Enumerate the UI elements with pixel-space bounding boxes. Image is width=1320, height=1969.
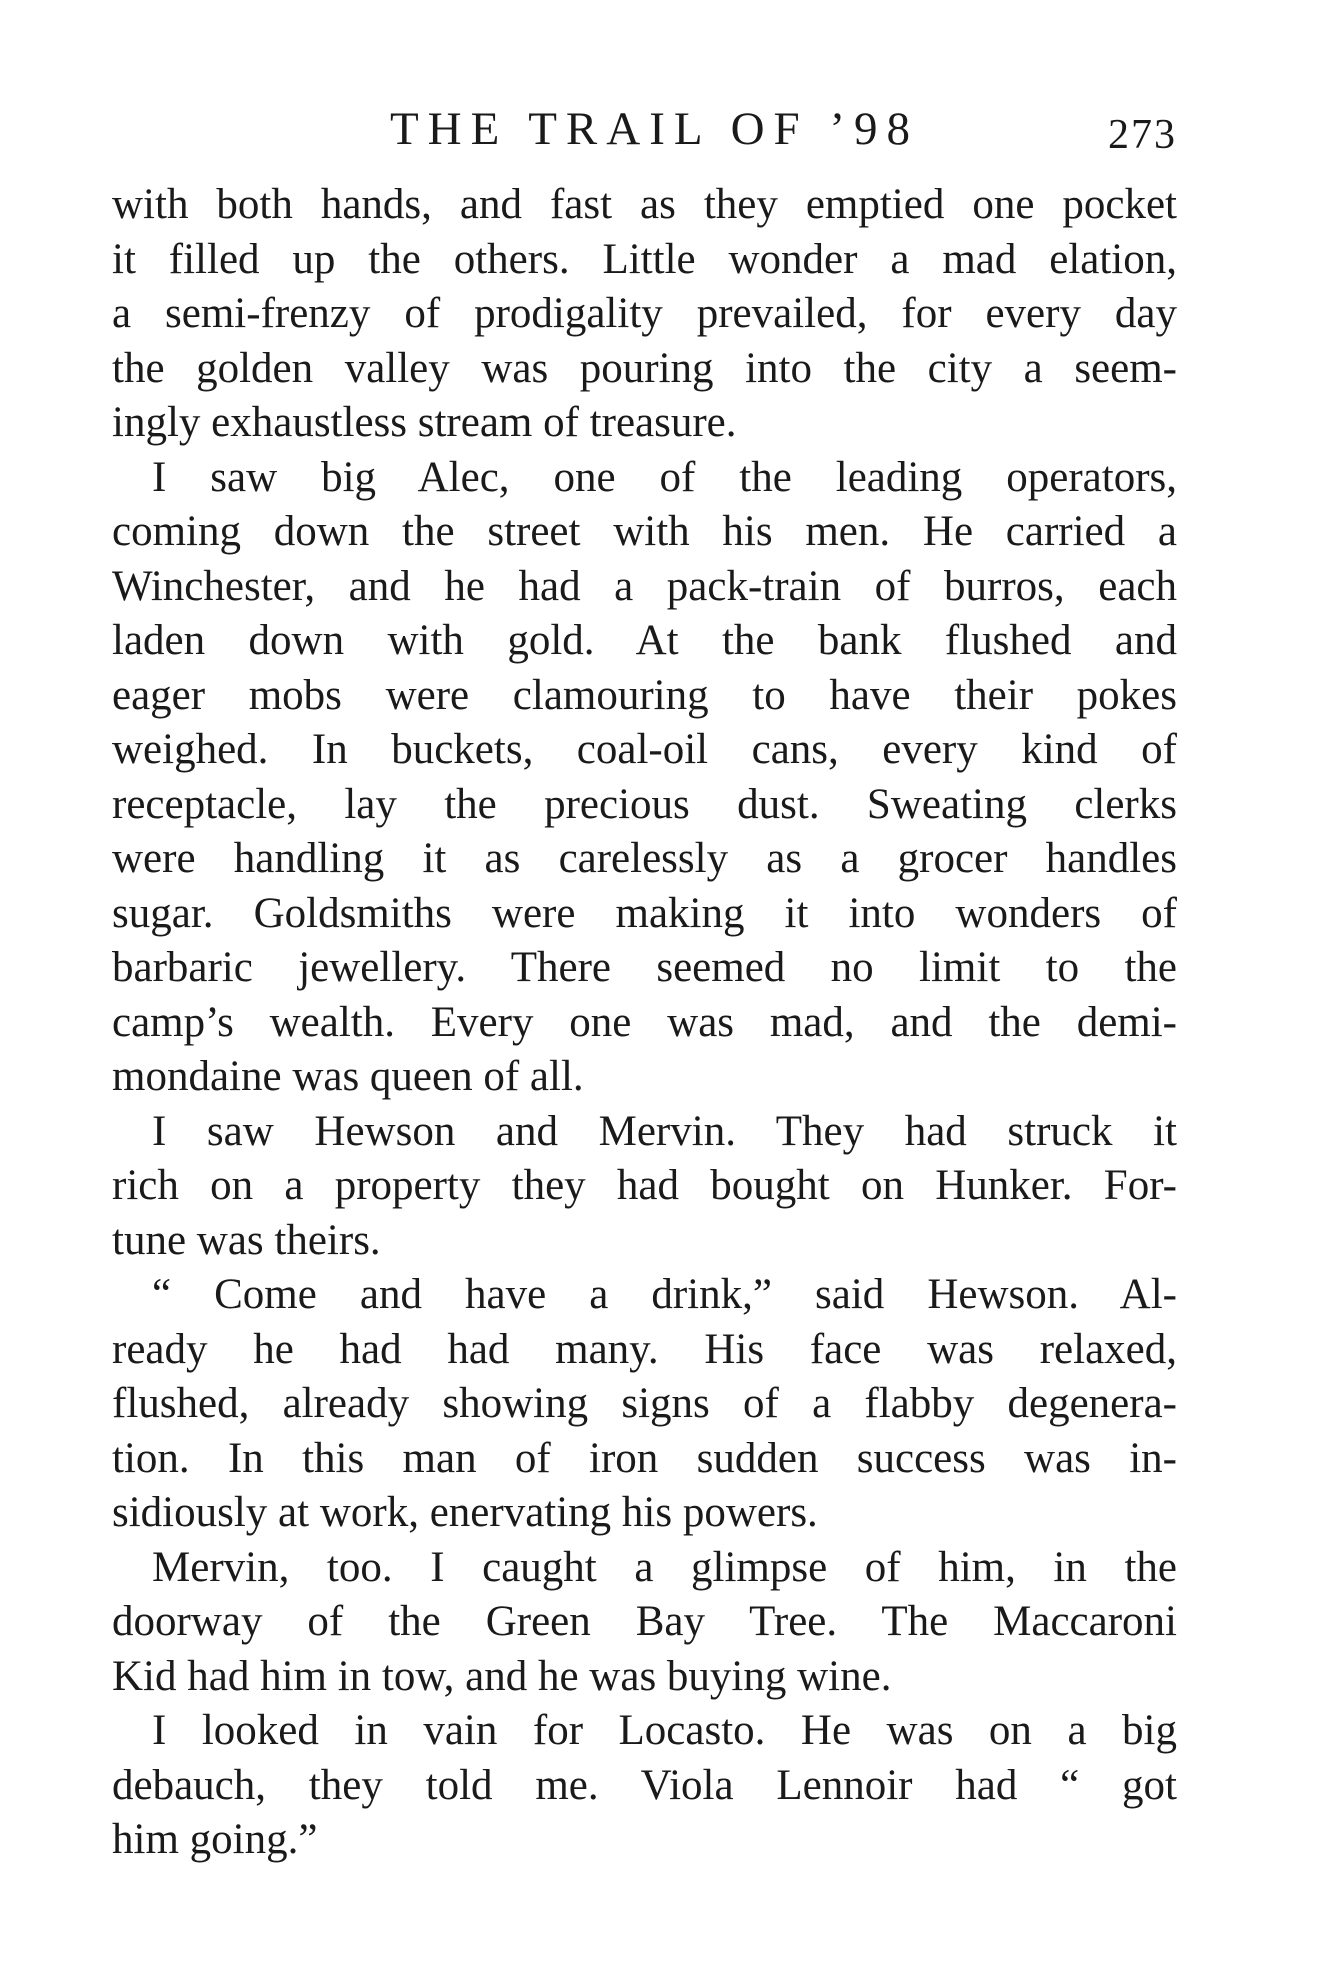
text-line: weighed. In buckets, coal-oil cans, every kind of: [112, 726, 1177, 773]
text-line: the golden valley was pouring into the city a seem-: [112, 344, 1177, 392]
text-line: coming down the street with his men. He carried a: [112, 508, 1177, 555]
paragraph: [112, 451, 1177, 1105]
text-line: a semi-frenzy of prodigality prevailed, for every day: [112, 290, 1177, 337]
running-header: [112, 100, 1177, 172]
text-line: Mervin, too. I caught a glimpse of him, in the: [152, 1543, 1177, 1591]
paragraph: [112, 178, 1177, 451]
text-line: I saw big Alec, one of the leading operators,: [152, 453, 1177, 501]
paragraph: [112, 1704, 1177, 1868]
text-line: eager mobs were clamouring to have their pokes: [112, 671, 1177, 719]
text-line: ingly exhaustless stream of treasure.: [112, 399, 737, 446]
text-line: tune was theirs.: [112, 1216, 381, 1264]
text-line: mondaine was queen of all.: [112, 1053, 584, 1100]
text-line: tion. In this man of iron sudden success was in-: [112, 1434, 1177, 1482]
text-line: “ Come and have a drink,” said Hewson. Al-: [152, 1271, 1177, 1318]
text-line: rich on a property they had bought on Hunker. For-: [112, 1162, 1177, 1209]
text-line: Winchester, and he had a pack-train of burros, each: [112, 562, 1177, 610]
paragraph: [112, 1268, 1177, 1541]
page-number: 273: [1108, 112, 1177, 158]
text-line: sugar. Goldsmiths were making it into wonders of: [112, 889, 1177, 937]
text-line: receptacle, lay the precious dust. Sweating clerks: [112, 780, 1177, 828]
text-line: flushed, already showing signs of a flabby degenera-: [112, 1380, 1177, 1427]
paragraph: [112, 1541, 1177, 1705]
text-line: were handling it as carelessly as a grocer handles: [112, 835, 1177, 882]
text-line: ready he had had many. His face was relaxed,: [112, 1325, 1177, 1373]
text-line: I saw Hewson and Mervin. They had struck it: [152, 1107, 1177, 1155]
text-line: Kid had him in tow, and he was buying wine.: [112, 1652, 892, 1700]
text-line: doorway of the Green Bay Tree. The Maccaroni: [112, 1598, 1177, 1645]
text-line: camp’s wealth. Every one was mad, and the demi-: [112, 998, 1177, 1046]
text-line: him going.”: [112, 1816, 318, 1863]
text-line: I looked in vain for Locasto. He was on a big: [152, 1707, 1177, 1754]
running-title: THE TRAIL OF ’98: [389, 103, 920, 155]
text-line: barbaric jewellery. There seemed no limit to the: [112, 944, 1177, 991]
paragraph: [112, 1105, 1177, 1269]
body-text: [112, 178, 1177, 1868]
text-line: laden down with gold. At the bank flushed and: [112, 617, 1177, 664]
text-line: sidiously at work, enervating his powers.: [112, 1489, 818, 1536]
text-line: it filled up the others. Little wonder a mad elation,: [112, 235, 1177, 283]
text-line: with both hands, and fast as they emptied one pocket: [112, 181, 1177, 228]
text-line: debauch, they told me. Viola Lennoir had “ got: [112, 1761, 1177, 1809]
book-page: [112, 100, 1177, 1868]
